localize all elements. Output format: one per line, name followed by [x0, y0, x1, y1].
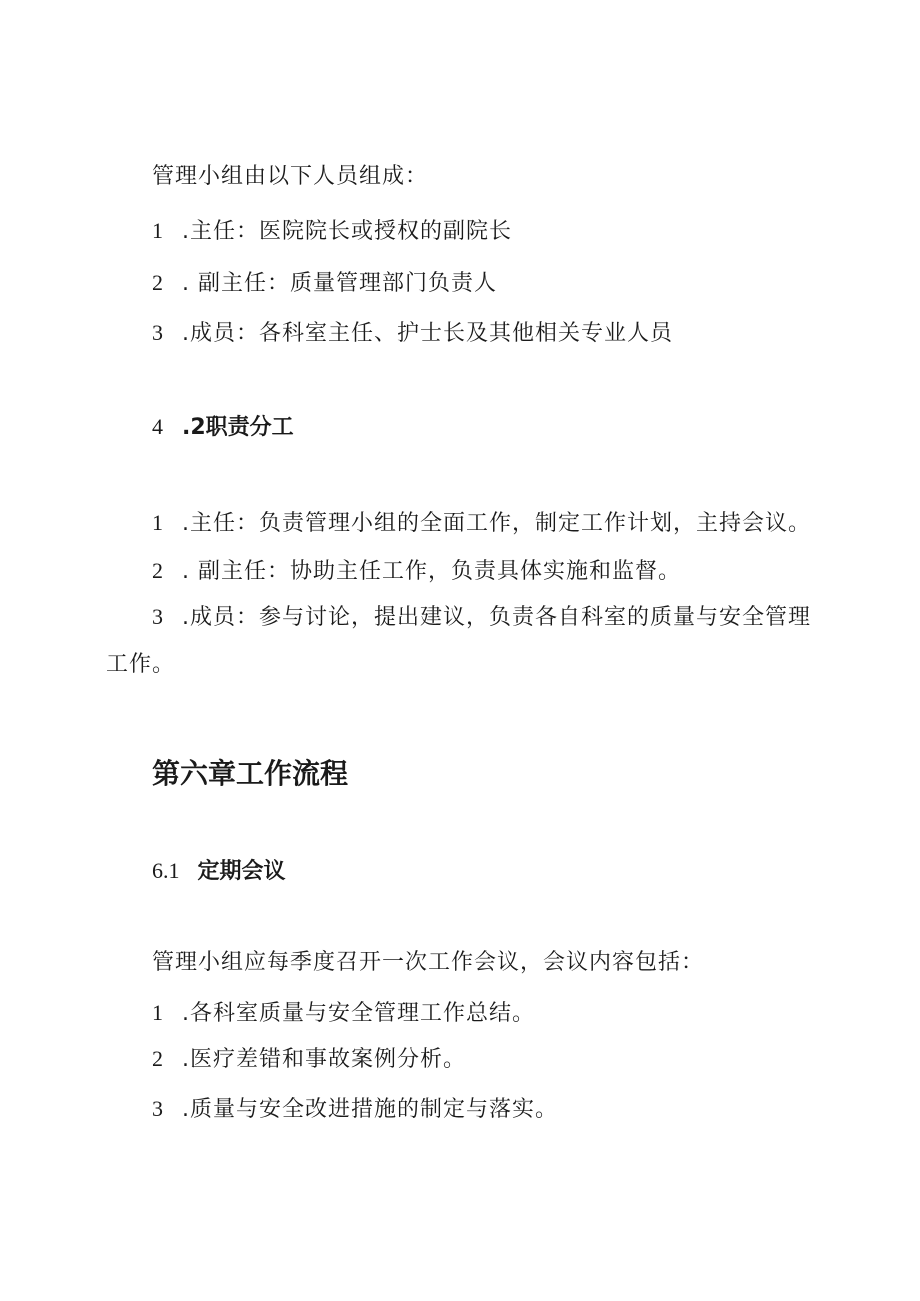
section-title: .2职责分工: [182, 415, 294, 440]
list-text: .成员：参与讨论，提出建议，负责各自科室的质量与安全管理: [182, 605, 811, 630]
list-text: .各科室质量与安全管理工作总结。: [182, 1001, 535, 1026]
list-text: .主任：医院院长或授权的副院长: [182, 219, 512, 244]
list-number: 1: [152, 218, 164, 243]
list-number: 3: [152, 1096, 164, 1121]
member-item: [152, 268, 497, 299]
meeting-intro: 管理小组应每季度召开一次工作会议，会议内容包括：: [152, 950, 705, 975]
member-item: [152, 318, 673, 349]
section-heading-meetings: [152, 856, 286, 887]
list-number: 2: [152, 1046, 164, 1071]
list-text: .医疗差错和事故案例分析。: [182, 1047, 466, 1072]
duty-item: [152, 556, 681, 587]
meeting-item: [152, 998, 535, 1029]
list-number: 3: [152, 604, 164, 629]
list-number: 2: [152, 270, 164, 295]
list-text: .成员：各科室主任、护士长及其他相关专业人员: [182, 321, 673, 346]
member-item: [152, 216, 512, 247]
duty-item-continuation: 工作。: [106, 652, 176, 677]
list-text: . 副主任：协助主任工作，负责具体实施和监督。: [182, 559, 681, 584]
section-number: 4: [152, 414, 163, 439]
members-intro: 管理小组由以下人员组成：: [152, 164, 429, 189]
meeting-item: [152, 1044, 466, 1075]
meeting-item: [152, 1094, 558, 1125]
list-text: .质量与安全改进措施的制定与落实。: [182, 1097, 558, 1122]
duty-item: [152, 602, 811, 633]
list-number: 1: [152, 1000, 164, 1025]
list-number: 3: [152, 320, 164, 345]
section-title: 定期会议: [197, 859, 286, 884]
section-number: 6.1: [152, 858, 180, 883]
list-text: .主任：负责管理小组的全面工作，制定工作计划，主持会议。: [182, 511, 811, 536]
chapter-title: 第六章工作流程: [152, 757, 349, 790]
list-number: 1: [152, 510, 164, 535]
section-heading-duties: [152, 412, 294, 443]
list-number: 2: [152, 558, 164, 583]
duty-item: [152, 508, 811, 539]
list-text: . 副主任：质量管理部门负责人: [182, 271, 497, 296]
